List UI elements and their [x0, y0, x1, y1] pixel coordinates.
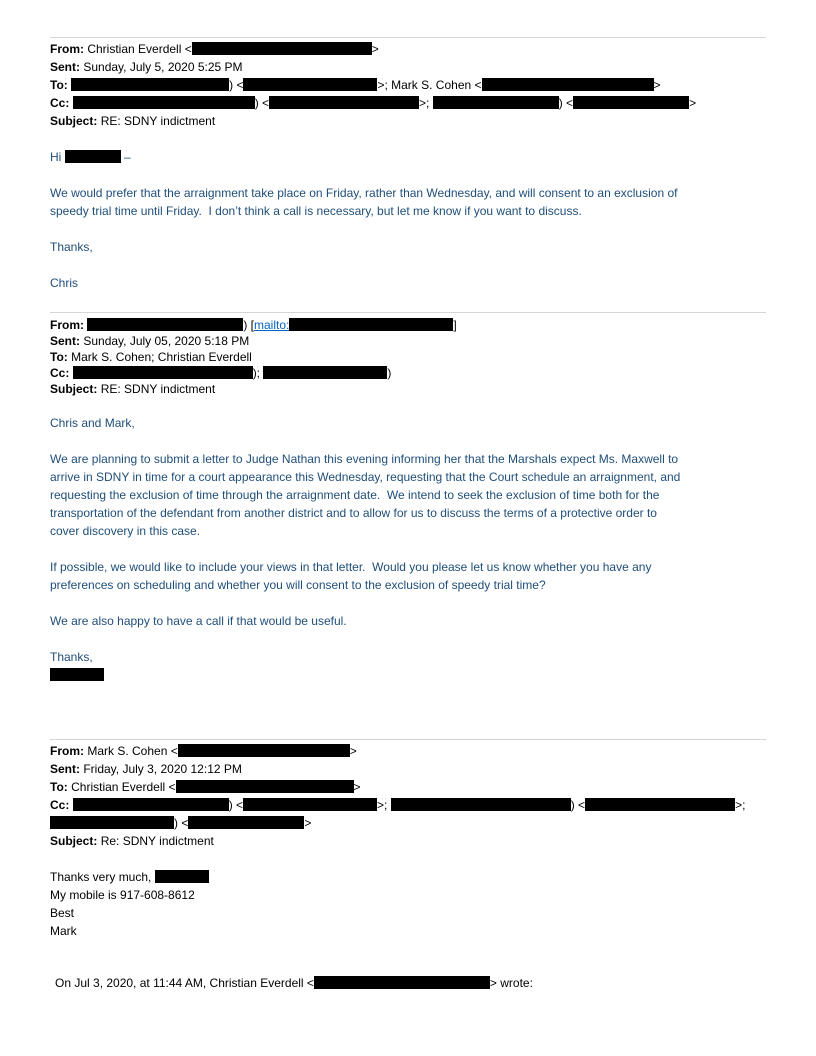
redaction [482, 78, 654, 91]
cc-text: ) < [254, 96, 270, 110]
separator [50, 312, 766, 313]
email3-cc-cont [50, 815, 311, 831]
redaction [314, 976, 490, 989]
redaction [73, 798, 229, 811]
subject-label: Subject: [50, 114, 98, 128]
from-label: From: [50, 318, 84, 332]
sent-date: Friday, July 3, 2020 12:12 PM [83, 762, 242, 776]
cc-text: >; [377, 798, 388, 812]
redaction [71, 78, 229, 91]
to-text: Mark S. Cohen; Christian Everdell [71, 350, 252, 364]
to-label: To: [50, 780, 68, 794]
email3-sent [50, 761, 242, 777]
email2-para2-line: If possible, we would like to include your views in that letter. Would you please let us know whether you have any [50, 560, 652, 574]
quote-prefix: On Jul 3, 2020, at 11:44 AM, Christian Everdell < [55, 976, 314, 990]
email1-greeting [50, 149, 131, 165]
redaction [243, 798, 377, 811]
redaction [188, 816, 304, 829]
email1-thanks: Thanks, [50, 240, 93, 254]
cc-text: ) < [174, 816, 189, 830]
sent-date: Sunday, July 5, 2020 5:25 PM [83, 60, 243, 74]
email2-greeting: Chris and Mark, [50, 416, 135, 430]
email3-best: Best [50, 906, 75, 920]
cc-text: ); [252, 366, 261, 380]
cc-text: >; [419, 96, 430, 110]
to-text: ) < [229, 78, 244, 92]
email3-from [50, 743, 357, 759]
from-name: Mark S. Cohen < [87, 744, 178, 758]
redaction [50, 816, 174, 829]
email2-para1-line: arrive in SDNY in time for a court appearance this Wednesday, requesting that the Court schedule an arraignment, and [50, 470, 681, 484]
email3-subject [50, 833, 214, 849]
sent-label: Sent: [50, 334, 80, 348]
to-label: To: [50, 78, 68, 92]
redaction [269, 96, 419, 109]
cc-text: >; [735, 798, 746, 812]
cc-label: Cc: [50, 798, 70, 812]
to-text: >; Mark S. Cohen < [377, 78, 482, 92]
from-name: Christian Everdell < [87, 42, 192, 56]
email2-cc [50, 365, 391, 381]
redaction [433, 96, 559, 109]
email3-name: Mark [50, 924, 77, 938]
redaction [155, 870, 209, 883]
cc-text: ) < [558, 96, 574, 110]
email1-signature: Chris [50, 276, 79, 290]
email1-to [50, 77, 661, 93]
email3-thanks-line [50, 869, 209, 885]
from-text: ) [ [243, 318, 255, 332]
gt: > [349, 744, 357, 758]
greeting-dash: – [124, 150, 131, 164]
subject-text: RE: SDNY indictment [100, 382, 216, 396]
email2-para1-line: requesting the exclusion of time through the arraignment date. We intend to seek the exclusion of time both for the [50, 488, 660, 502]
cc-text: ) [387, 366, 392, 380]
email2-para1-line: transportation of the defendant from another district and to allow for us to discuss the terms of a protective order to [50, 506, 657, 520]
quote-line [55, 975, 533, 991]
cc-label: Cc: [50, 96, 70, 110]
from-label: From: [50, 42, 84, 56]
redaction [176, 780, 354, 793]
gt: > [689, 96, 697, 110]
subject-text: Re: SDNY indictment [100, 834, 214, 848]
redaction [192, 42, 372, 55]
to-label: To: [50, 350, 68, 364]
subject-label: Subject: [50, 834, 98, 848]
email2-from [50, 317, 457, 333]
greeting-text: Hi [50, 150, 62, 164]
email1-cc [50, 95, 696, 111]
subject-label: Subject: [50, 382, 98, 396]
redaction [263, 366, 387, 379]
email2-to [50, 349, 252, 365]
redaction [50, 668, 104, 681]
redaction [178, 744, 350, 757]
cc-text: ) < [570, 798, 586, 812]
redaction [243, 78, 377, 91]
separator [50, 739, 766, 740]
sent-label: Sent: [50, 762, 80, 776]
email2-para3: We are also happy to have a call if that would be useful. [50, 614, 347, 628]
gt: > [353, 780, 361, 794]
subject-text: RE: SDNY indictment [100, 114, 216, 128]
from-text: ] [453, 318, 457, 332]
separator [50, 37, 766, 38]
cc-label: Cc: [50, 366, 70, 380]
email2-para2-line: preferences on scheduling and whether you will consent to the exclusion of speedy trial time? [50, 578, 546, 592]
gt: > [304, 816, 312, 830]
email2-signature-redacted [50, 667, 104, 683]
email2-subject [50, 381, 215, 397]
redaction [391, 798, 571, 811]
thanks-text: Thanks very much, [50, 870, 152, 884]
redaction [87, 318, 243, 331]
sent-label: Sent: [50, 60, 80, 74]
sent-date: Sunday, July 05, 2020 5:18 PM [83, 334, 250, 348]
email3-cc [50, 797, 745, 813]
email1-from [50, 41, 379, 57]
from-label: From: [50, 744, 84, 758]
email1-sent [50, 59, 243, 75]
redaction [65, 150, 121, 163]
redaction [73, 366, 253, 379]
mailto-link[interactable]: mailto: [254, 318, 290, 332]
email1-body-line: We would prefer that the arraignment take place on Friday, rather than Wednesday, and will consent to an exclusion of [50, 186, 678, 200]
redaction [289, 318, 453, 331]
quote-suffix: > wrote: [489, 976, 533, 990]
email2-sent [50, 333, 249, 349]
gt: > [653, 78, 661, 92]
email3-mobile: My mobile is 917-608-8612 [50, 888, 195, 902]
email3-to [50, 779, 361, 795]
gt: > [371, 42, 379, 56]
redaction [573, 96, 689, 109]
email2-para1-line: We are planning to submit a letter to Judge Nathan this evening informing her that the Marshals expect Ms. Maxwell to [50, 452, 679, 466]
email2-thanks: Thanks, [50, 650, 93, 664]
email1-subject [50, 113, 215, 129]
to-name: Christian Everdell < [71, 780, 176, 794]
redaction [73, 96, 255, 109]
redaction [585, 798, 735, 811]
email1-body-line: speedy trial time until Friday. I don’t think a call is necessary, but let me know if you want to discuss. [50, 204, 582, 218]
cc-text: ) < [228, 798, 244, 812]
email2-para1-line: cover discovery in this case. [50, 524, 201, 538]
